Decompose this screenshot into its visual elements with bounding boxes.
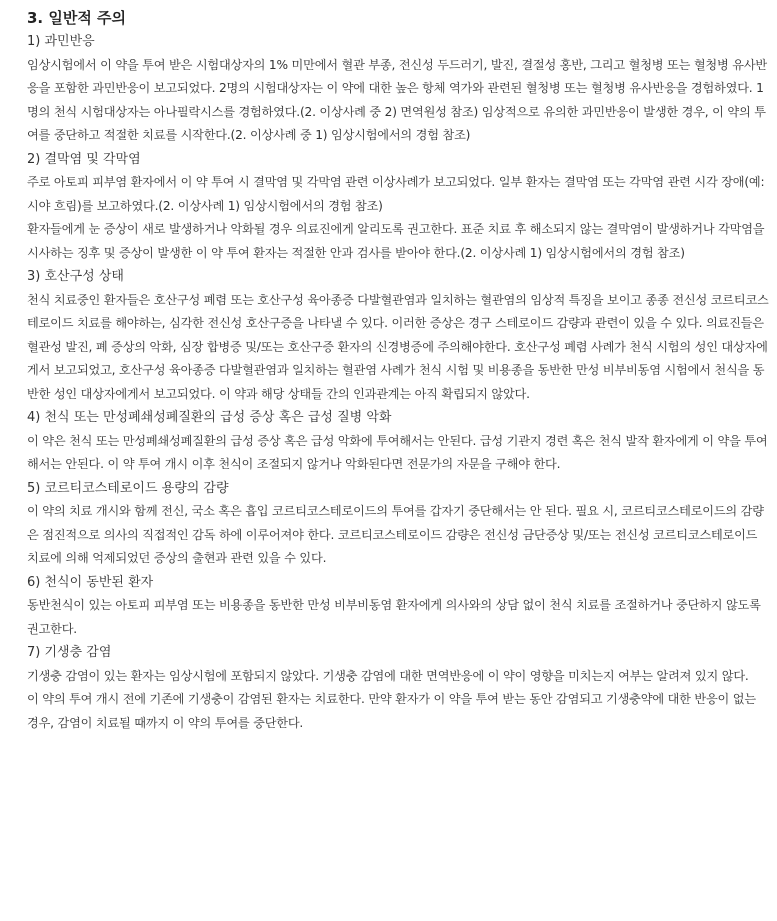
section-title: 3. 일반적 주의: [27, 9, 127, 27]
item-heading: 2) 결막염 및 각막염: [27, 151, 141, 167]
item-paragraph: 기생충 감염이 있는 환자는 임상시험에 포함되지 않았다. 기생충 감염에 대한 면역반응에 이 약이 영향을 미치는지 여부는 알려져 있지 않다.: [27, 668, 749, 683]
item-heading: 3) 호산구성 상태: [27, 269, 124, 284]
precaution-item-comorbid-asthma: [27, 571, 771, 642]
precaution-item-hypersensitivity: [27, 30, 771, 148]
item-paragraph: 환자들에게 눈 증상이 새로 발생하거나 악화될 경우 의료진에게 알리도록 권고한다. 표준 치료 후 해소되지 않는 결막염이 발생하거나 각막염을 시사하는 징후 및 증상이 발생한 이 약 투여 환자는 적절한 안과 검사를 받아야 한다.(2. 이상사례 1) 임상시험에서의 경험 참조): [27, 222, 765, 260]
precaution-item-conjunctivitis: [27, 148, 771, 266]
item-heading: 4) 천식 또는 만성폐쇄성폐질환의 급성 증상 혹은 급성 질병 악화: [27, 410, 392, 425]
item-paragraph: 임상시험에서 이 약을 투여 받은 시험대상자의 1% 미만에서 혈관 부종, 전신성 두드러기, 발진, 결절성 홍반, 그리고 혈청병 또는 혈청병 유사반응을 포함한 과민반응이 보고되었다. 2명의 시험대상자는 이 약에 대한 높은 항체 역가와 관련된 혈청병 또는 혈청병 유사반응을 경험하였다. 1명의 천식 시험대상자는 아나필락시스를 경험하였다.(2. 이상사례 중 2) 면역원성 참조) 임상적으로 유의한 과민반응이 발생한 경우, 이 약의 투여를 중단하고 적절한 치료를 시작한다.(2. 이상사례 중 1) 임상시험에서의 경험 참조): [27, 57, 767, 142]
precaution-item-corticosteroid: [27, 477, 771, 571]
item-heading: 6) 천식이 동반된 환자: [27, 574, 154, 590]
item-heading: 7) 기생충 감염: [27, 645, 112, 660]
item-paragraph: 동반천식이 있는 아토피 피부염 또는 비용종을 동반한 만성 비부비동염 환자에게 의사와의 상담 없이 천식 치료를 조절하거나 중단하지 않도록 권고한다.: [27, 598, 761, 636]
item-paragraph: 천식 치료중인 환자들은 호산구성 폐렴 또는 호산구성 육아종증 다발혈관염과 일치하는 혈관염의 임상적 특징을 보이고 종종 전신성 코르티코스테로이드 치료를 해야하는, 심각한 전신성 호산구증을 나타낼 수 있다. 이러한 증상은 경구 스테로이드 감량과 관련이 있을 수 있다. 의료진들은 혈관성 발진, 폐 증상의 악화, 심장 합병증 및/또는 호산구증 환자의 신경병증에 주의해야한다. 호산구성 폐렴 사례가 천식 시험의 성인 대상자에게서 보고되었고, 호산구성 육아종증 다발혈관염과 일치하는 혈관염 사례가 천식 시험 및 비용종을 동반한 만성 비부비동염 시험에서 천식을 동반한 성인 대상자에게서 보고되었다. 이 약과 해당 상태들 간의 인과관계는 아직 확립되지 않았다.: [27, 292, 769, 401]
precaution-item-helminth: [27, 641, 771, 735]
item-paragraph: 이 약은 천식 또는 만성폐쇄성폐질환의 급성 증상 혹은 급성 악화에 투여해서는 안된다. 급성 기관지 경련 혹은 천식 발작 환자에게 이 약을 투여해서는 안된다. 이 약 투여 개시 이후 천식이 조절되지 않거나 악화된다면 전문가의 자문을 구해야 한다.: [27, 433, 768, 471]
item-paragraph: 이 약의 치료 개시와 함께 전신, 국소 혹은 흡입 코르티코스테로이드의 투여를 갑자기 중단해서는 안 된다. 필요 시, 코르티코스테로이드의 감량은 점진적으로 의사의 직접적인 감독 하에 이루어져야 한다. 코르티코스테로이드 감량은 전신성 금단증상 및/또는 전신성 코르티코스테로이드 치료에 의해 억제되었던 증상의 출현과 관련 있을 수 있다.: [27, 504, 764, 565]
precaution-item-eosinophilic: [27, 265, 771, 406]
precaution-item-acute-asthma: [27, 406, 771, 477]
item-heading: 1) 과민반응: [27, 34, 95, 49]
item-paragraph: 주로 아토피 피부염 환자에서 이 약 투여 시 결막염 및 각막염 관련 이상사례가 보고되었다. 일부 환자는 결막염 또는 각막염 관련 시각 장애(예: 시야 흐림)를 보고하였다.(2. 이상사례 1) 임상시험에서의 경험 참조): [27, 175, 765, 213]
item-heading: 5) 코르티코스테로이드 용량의 감량: [27, 480, 229, 496]
item-paragraph: 이 약의 투여 개시 전에 기존에 기생충이 감염된 환자는 치료한다. 만약 환자가 이 약을 투여 받는 동안 감염되고 기생충약에 대한 반응이 없는 경우, 감염이 치료될 때까지 이 약의 투여를 중단한다.: [27, 692, 756, 730]
